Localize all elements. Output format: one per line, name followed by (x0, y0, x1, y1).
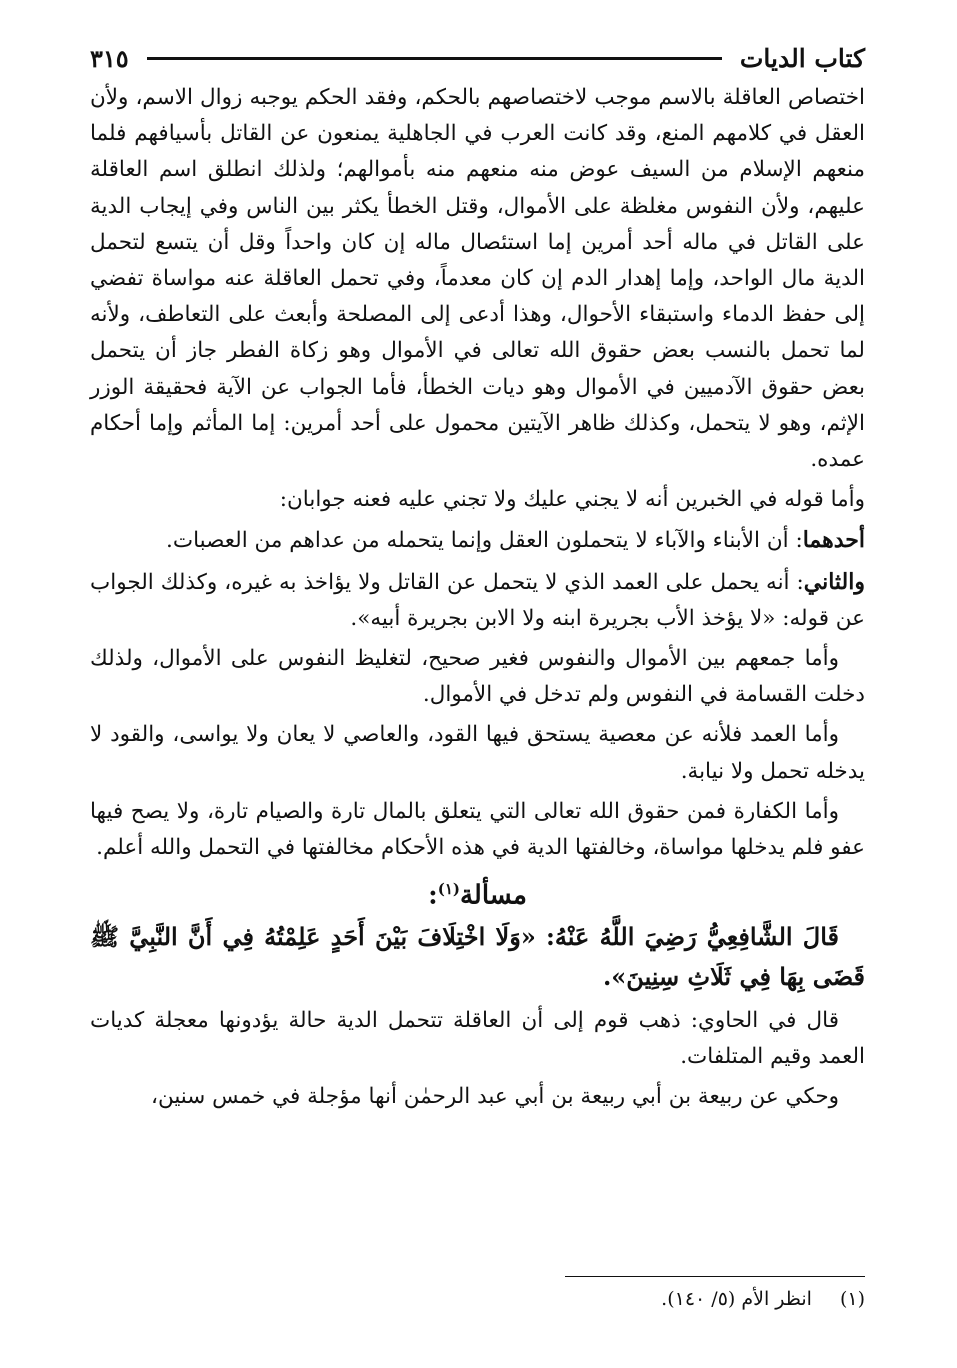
body-paragraph: وأما جمعهم بين الأموال والنفوس فغير صحيح، لتغليظ النفوس على الأموال، ولذلك دخلت القسامة في النفوس ولم تدخل في الأموال. (90, 646, 865, 708)
page-number: ٣١٥ (90, 43, 129, 73)
answer-one-text: : أن الأبناء والآباء لا يتحملون العقل وإنما يتحمله من عداهم من العصبات. (166, 528, 803, 554)
chapter-title: كتاب الديات (739, 43, 865, 73)
footnote (661, 1288, 865, 1310)
answer-two-lead: والثاني (803, 568, 865, 595)
body-paragraph: وحكي عن ربيعة بن أبي ربيعة بن أبي عبد الرحمٰن أنها مؤجلة في خمس سنين، (151, 1084, 839, 1110)
book-page (90, 36, 865, 1310)
running-header (90, 36, 865, 80)
shafii-quote: قَالَ الشَّافِعِيُّ رَضِيَ اللَّهُ عَنْهُ: «وَلَا اخْتِلَافَ بَيْنَ أَحَدٍ عَلِمْتُهُ فِي أَنَّ النَّبِيَّ ﷺ قَضَى بِهَا فِي ثَلَاثِ سِنِينَ». (90, 921, 865, 991)
answer-one-lead: أحدهما (802, 527, 865, 554)
masala-title-colon: : (428, 880, 438, 911)
answer-two (90, 564, 865, 637)
body-paragraph: وأما قوله في الخبرين أنه لا يجني عليك ولا تجني عليه فعنه جوابان: (279, 487, 865, 513)
footnote-text: انظر الأم (٥/ ١٤٠). (661, 1288, 812, 1310)
header-rule (147, 57, 722, 60)
answer-one (90, 522, 865, 559)
body-paragraph: وأما الكفارة فمن حقوق الله تعالى التي يتعلق بالمال تارة والصيام تارة، ولا يصح فيها عفو فلم يدخلها مواساة، وخالفتها الدية في هذه الأحكام مخالفتها في التحمل والله أعلم. (90, 798, 865, 861)
body-paragraph: وأما العمد فلأنه عن معصية يستحق فيها القود، والعاصي لا يعان ولا يواسى، والقود لا يدخله تحمل ولا نيابة. (90, 722, 865, 784)
body-paragraph: اختصاص العاقلة بالاسم موجب لاختصاصهم بالحكم، وفقد الحكم يوجبه زوال الاسم، ولأن العقل في كلامهم المنع، وقد كانت العرب في الجاهلية يمنعون عن القاتل بأسيافهم فلما منعهم الإسلام من السيف عوض منه منعهم منه بأموالهم؛ ولذلك انطلق اسم العاقلة عليهم، ولأن النفوس مغلظة على الأموال، وقتل الخطأ يكثر بين الناس وفي إيجاب الدية على القاتل في ماله أحد أمرين إما استئصال ماله إن كان واحداً وقل أن يتسع لتحمل الدية مال الواحد، وإما إهدار الدم إن كان معدماً، وفي تحمل العاقلة عنه مواساة تفضي إلى حفظ الدماء واستبقاء الأحوال، وهذا أدعى إلى المصلحة وأبعث على التعاطف، ولأنه لما تحمل بالنسب بعض حقوق الله تعالى في الأموال وهو زكاة الفطر جاز أن يتحمل بعض حقوق الآدميين في الأموال وهو ديات الخطأ، فأما الجواب عن الآية فحقيقة الوزر الإثم، وهو لا يتحمل، وكذلك ظاهر الآيتين محمول على أحد أمرين: إما المأثم وإما أحكام عمده. (90, 85, 865, 473)
footnote-separator (565, 1276, 865, 1277)
footnote-number: (١) (839, 1288, 865, 1310)
body-paragraph: قال في الحاوي: ذهب قوم إلى أن العاقلة تتحمل الدية حالة يؤدونها معجلة كديات العمد وقيم المتلفات. (90, 1007, 865, 1070)
masala-heading (90, 880, 865, 911)
masala-footnote-mark[interactable]: (١) (437, 880, 460, 899)
answer-two-text: : أنه يحمل على العمد الذي لا يتحمل عن القاتل ولا يؤاخذ به غيره، وكذلك الجواب عن قوله: «لا يؤخذ الأب بجريرة ابنه ولا الابن بجريرة أبيه». (90, 569, 865, 631)
masala-title: مسألة (459, 880, 527, 911)
